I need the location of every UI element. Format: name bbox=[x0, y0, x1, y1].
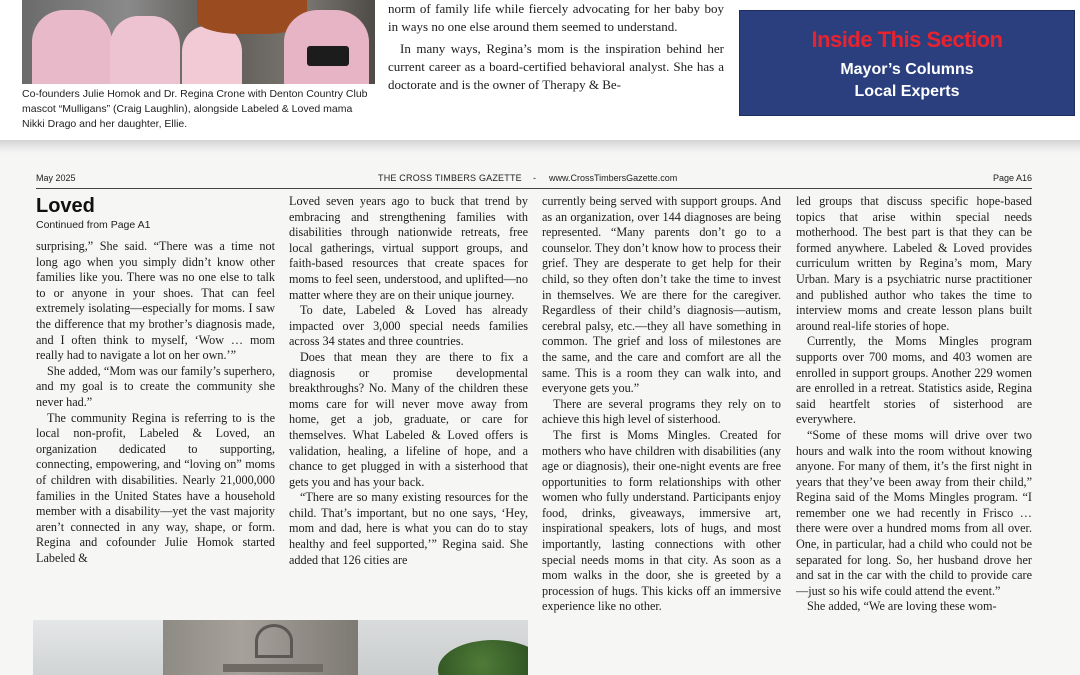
roof-ledge bbox=[223, 664, 323, 672]
sky bbox=[33, 620, 163, 675]
header-rule bbox=[36, 188, 1032, 189]
inside-item-mayors-columns: Mayor’s Columns bbox=[840, 61, 974, 78]
top-story-text bbox=[388, 0, 724, 94]
inside-box-title: Inside This Section bbox=[811, 27, 1003, 52]
paragraph: The first is Moms Mingles. Created for mothers who have children with disabilities (any age or diagnosis), their one-night events are free opportunities to form relationships with other women who fully understand. Participants enjoy food, drinks, giveaways, immersive art, inspirational speakers, lots of hugs, and most importantly, lasting connections with other special needs moms in that city. As soon as a mom walks in the door, she is greeted by a procession of hugs. This kicks off an immersive experience like no other. bbox=[542, 427, 781, 614]
article-column-1 bbox=[36, 194, 275, 566]
inside-item-local-experts: Local Experts bbox=[854, 83, 960, 100]
continued-line: Continued from Page A1 bbox=[36, 219, 151, 231]
paragraph: The community Regina is referring to is the local non-profit, Labeled & Loved, an organization dedicated to supporting, connecting, empowering, and “loving on” moms of children with disabilities. Nearly 21,000,000 families in the United States have a household member with a disability—yet the vast majority aren’t connected in any way, shape, or form. Regina and cofounder Julie Homok started Labeled & bbox=[36, 410, 275, 565]
paragraph: Loved seven years ago to buck that trend by embracing and strengthening families with disabilities through nationwide retreats, free local gatherings, virtual support groups, and faith-based resources that create spaces for moms to feel seen, understood, and uplifted—no matter where they are on their unique journey. bbox=[289, 194, 528, 302]
newspaper-page bbox=[0, 154, 1080, 675]
paragraph: She added, “Mom was our family’s superhero, and my goal is to create the community she never had.” bbox=[36, 363, 275, 409]
tree bbox=[438, 640, 528, 675]
person-figure bbox=[32, 10, 112, 84]
building-photo bbox=[33, 620, 528, 675]
page-number: Page A16 bbox=[992, 173, 1032, 183]
paragraph: There are several programs they rely on to achieve this high level of sisterhood. bbox=[542, 396, 781, 427]
cofounders-photo bbox=[22, 0, 375, 84]
photo-caption: Co-founders Julie Homok and Dr. Regina Crone with Denton Country Club mascot “Mulligans” (Craig Laughlin), alongside Labeled & Loved mama Nikki Drago and her daughter, Ellie. bbox=[22, 88, 368, 130]
paragraph: “There are so many existing resources for the child. That’s important, but no one says, ‘Hey, mom and dad, here is what you can do to stay healthy and feel supported,’” Regina said. She added that 126 cities are bbox=[289, 490, 528, 567]
paragraph: To date, Labeled & Loved has already impacted over 3,000 special needs families across 34 states and three countries. bbox=[289, 303, 528, 349]
issue-date: May 2025 bbox=[36, 173, 76, 183]
paragraph: currently being served with support groups. And as an organization, over 144 diagnoses are being represented. “Many parents don’t go to a counselor. They don’t know how to process their grief. They are desperate to get help for their child, so they often don’t take the time to invest in themselves. We are there for the caregiver. Regardless of their child’s diagnosis—autism, cerebral palsy, etc.—they all have something in common. The grief and loss of milestones are the same, and the care and comfort are all the same. This is a room they can walk into, and everyone gets you.” bbox=[542, 194, 781, 396]
running-head bbox=[36, 173, 1032, 187]
article-column-2 bbox=[289, 194, 528, 568]
article-column-4 bbox=[796, 194, 1032, 615]
paragraph: Currently, the Moms Mingles program supports over 700 moms, and 403 women are enrolled in support groups. Another 229 women are enrolled in a retreat. Statistics aside, Regina said heartfelt stories of sisterhood are everywhere. bbox=[796, 334, 1032, 427]
article-headline: Loved bbox=[36, 195, 95, 217]
previous-page-strip bbox=[0, 0, 1080, 140]
paragraph: In many ways, Regina’s mom is the inspiration behind her current career as a board-certified behavioral analyst. She has a doctorate and is the owner of Therapy & Be- bbox=[388, 41, 724, 92]
paragraph: surprising,” She said. “There was a time not long ago when you simply didn’t know other families like you. There was no one else to talk to or anyone in your shoes. That can feel extremely isolating—especially for moms. I saw the difference that my brother’s diagnosis made, and I often think to myself, ‘Wow … mom really had to navigate a lot on her own.’” bbox=[36, 239, 275, 363]
child-figure bbox=[182, 26, 242, 84]
inside-this-section-box bbox=[739, 10, 1075, 116]
arched-emblem bbox=[255, 624, 293, 658]
handbag bbox=[307, 46, 349, 66]
paragraph: norm of family life while fiercely advocating for her baby boy in ways no one else around them seemed to understand. bbox=[388, 1, 724, 34]
paragraph: She added, “We are loving these wom- bbox=[807, 599, 997, 614]
separator: - bbox=[533, 173, 536, 183]
paper-name: THE CROSS TIMBERS GAZETTE bbox=[378, 173, 522, 183]
paragraph: “Some of these moms will drive over two hours and walk into the room without knowing anyone. For many of them, it’s the first night in years that they’ve been away from their child,” Regina said of the Moms Mingles program. “I remember one we had recently in Frisco … there were over a hundred moms from all over. One, in particular, had a child who could not be separated for long. So, her husband drove her and sat in the car with the child to provide care—just so his wife could attend the event.” bbox=[796, 427, 1032, 598]
paragraph: Does that mean they are there to fix a diagnosis or promise developmental breakthroughs? No. Many of the children these moms care for will never move away from home, get a job, graduate, or care for themselves. What Labeled & Loved offers is validation, healing, a lifeline of hope, and a chance to get plugged in with a sisterhood that gets you and has your back. bbox=[289, 349, 528, 489]
page-fold bbox=[0, 140, 1080, 154]
paper-url: www.CrossTimbersGazette.com bbox=[549, 173, 678, 183]
paragraph: led groups that discuss specific hope-based topics that arise within special needs motherhood. The best part is that they can be formed anywhere. Labeled & Loved provides curriculum written by Regina’s mom, Mary Urban. Mary is a psychiatric nurse practitioner and published author who takes the time to interview moms and create lesson plans built around real-life stories of hope. bbox=[796, 194, 1032, 333]
article-column-3 bbox=[542, 194, 781, 615]
person-figure bbox=[110, 16, 180, 84]
